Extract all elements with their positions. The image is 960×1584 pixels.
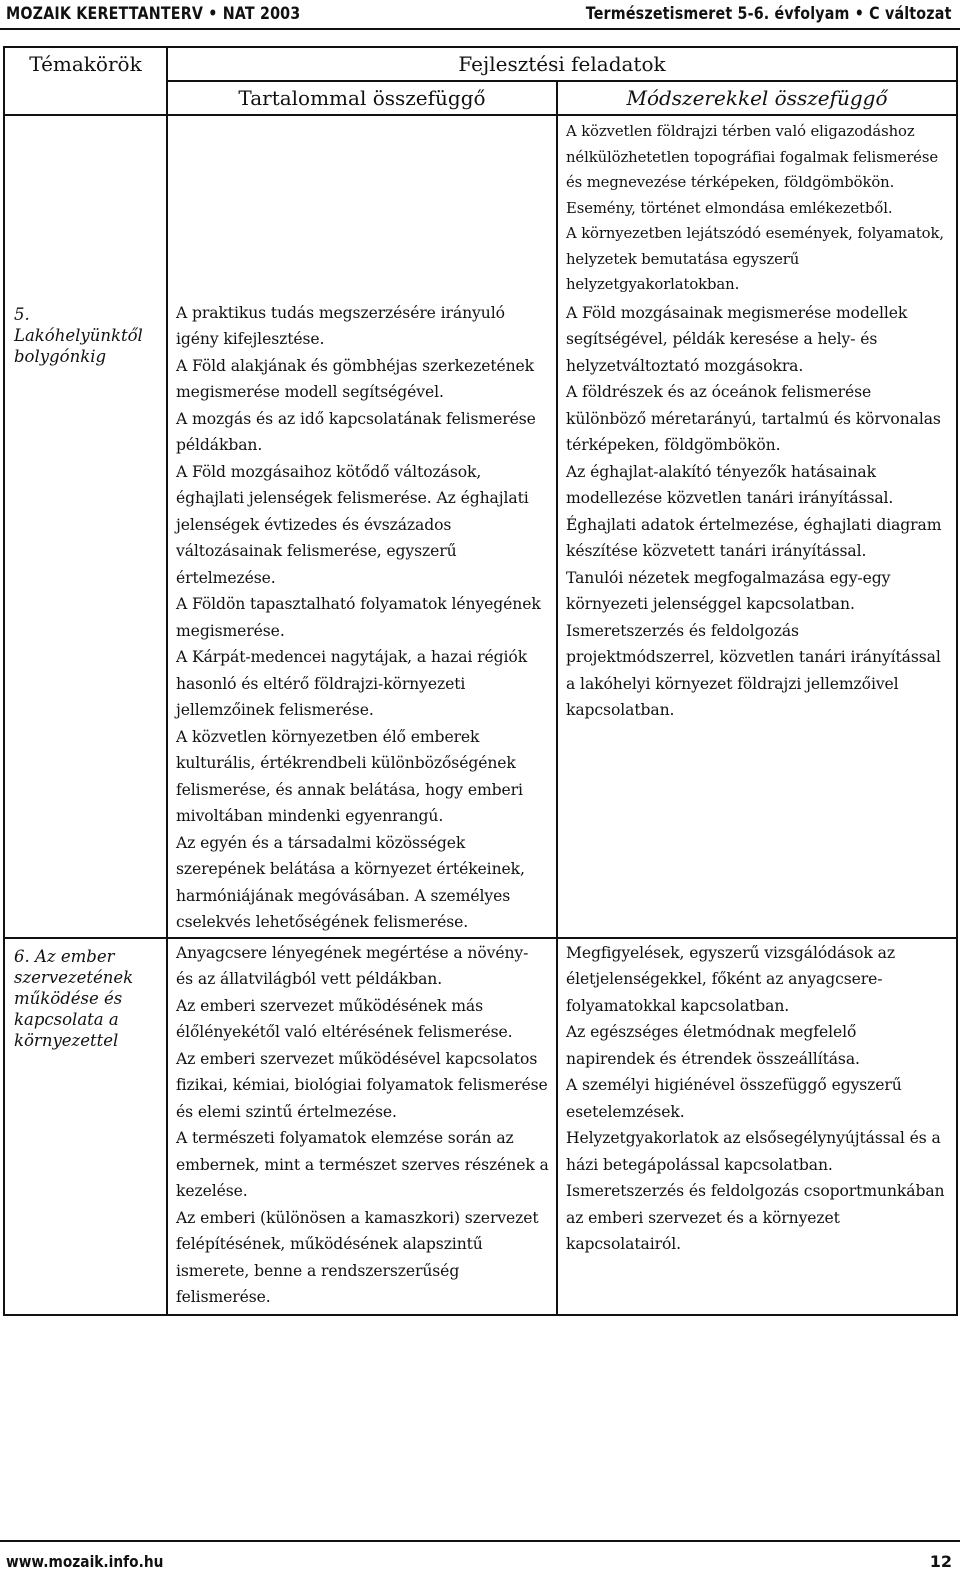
list-item: Az emberi szervezet működésének más élőlényekétől való eltérésének felismerése. [176, 996, 513, 1041]
topic-6-methods [559, 940, 955, 1258]
topic-5-methods-cell [557, 299, 957, 938]
topic-5-methods [559, 300, 955, 724]
header-subject-title: Természetismeret 5-6. évfolyam • C változat [586, 4, 952, 24]
header-topics: Témakörök [4, 47, 167, 115]
cont-content-cell [167, 115, 557, 299]
list-item: A Föld mozgásainak megismerése modellek segítségével, példák keresése a hely- és helyzetváltoztató mozgásokra. [566, 303, 908, 375]
page-number: 12 [929, 1552, 952, 1571]
list-item: Az egyén és a társadalmi közösségek szerepének belátása a környezet értékeinek, harmóniájának megóvásában. A személyes cselekvés lehetőségének felismerése. [176, 833, 525, 931]
list-item: A személyi higiénével összefüggő egyszerű esetelemzések. [566, 1076, 902, 1121]
header-series-title: MOZAIK KERETTANTERV • NAT 2003 [6, 4, 301, 24]
list-item: Tanulói nézetek megfogalmazása egy-egy környezeti jelenséggel kapcsolatban. [566, 568, 891, 613]
list-item: A földrészek és az óceánok felismerése különböző méretarányú, tartalmú és körvonalas térképeken, földgömbökön. [566, 383, 941, 454]
curriculum-table [3, 46, 958, 1316]
table-row-topic-6 [4, 938, 957, 1315]
list-item: Az egészséges életmódnak megfelelő napirendek és étrendek összeállítása. [566, 1023, 860, 1068]
cont-methods-text [559, 117, 955, 298]
topic-6-cell [4, 938, 167, 1315]
list-item: Az emberi szervezet működésével kapcsolatos fizikai, kémiai, biológiai folyamatok felismerése és elemi szintű értelmezése. [176, 1049, 548, 1121]
cont-methods-cell [557, 115, 957, 299]
topic-6-content-cell [167, 938, 557, 1315]
list-item: Az éghajlat-alakító tényezők hatásainak modellezése közvetlen tanári irányítással. [566, 462, 894, 507]
list-item: Megfigyelések, egyszerű vizsgálódások az életjelenségekkel, főként az anyagcsere-folyamatokkal kapcsolatban. [566, 943, 895, 1015]
list-item: Az emberi (különösen a kamaszkori) szervezet felépítésének, működésének alapszintű ismerete, benne a rendszerszerűség felismerése. [176, 1208, 539, 1306]
list-item: Ismeretszerzés és feldolgozás projektmódszerrel, közvetlen tanári irányítással a lakóhelyi környezet földrajzi jellemzőivel kapcsolatban. [566, 621, 941, 719]
list-item: A környezetben lejátszódó események, folyamatok, helyzetek bemutatása egyszerű helyzetgyakorlatokban. [566, 225, 944, 293]
header-methods: Módszerekkel összefüggő [557, 81, 957, 115]
list-item: Esemény, történet elmondása emlékezetből. [566, 199, 893, 217]
table-head-row-1 [4, 47, 957, 81]
list-item: A Kárpát-medencei nagytájak, a hazai régiók hasonló és eltérő földrajzi-környezeti jellemzőinek felismerése. [176, 648, 528, 719]
header-content: Tartalommal összefüggő [167, 81, 557, 115]
list-item: Éghajlati adatok értelmezése, éghajlati diagram készítése közvetett tanári irányítással. [566, 515, 942, 560]
page-footer [0, 1540, 960, 1584]
table-row-topic-5 [4, 299, 957, 938]
list-item: A Föld alakjának és gömbhéjas szerkezetének megismerése modell segítségével. [176, 356, 535, 401]
list-item: A mozgás és az idő kapcsolatának felismerése példákban. [176, 409, 536, 454]
cont-topic-cell [4, 115, 167, 299]
list-item: A közvetlen környezetben élő emberek kulturális, értékrendbeli különbözőségének felismerése, és annak belátása, hogy emberi mivoltában mindenki egyenrangú. [176, 727, 523, 825]
table-row-continuation [4, 115, 957, 299]
topic-5-content-cell [167, 299, 557, 938]
topic-5-content [169, 300, 555, 936]
list-item: Ismeretszerzés és feldolgozás csoportmunkában az emberi szervezet és a környezet kapcsolatairól. [566, 1182, 945, 1253]
list-item: A közvetlen földrajzi térben való eligazodáshoz nélkülözhetetlen topográfiai fogalmak felismerése és megnevezése térképeken, földgömbökön. [566, 123, 938, 191]
topic-5-cell [4, 299, 167, 938]
list-item: A természeti folyamatok elemzése során az embernek, mint a természet szerves részének a kezelése. [176, 1129, 549, 1200]
list-item: Helyzetgyakorlatok az elsősegélynyújtással és a házi betegápolással kapcsolatban. [566, 1129, 941, 1174]
list-item: A Föld mozgásaihoz kötődő változások, éghajlati jelenségek felismerése. Az éghajlati jelenségek évtizedes és évszázados változásainak felismerése, egyszerű értelmezése. [176, 462, 529, 587]
topic-6-title: 6. Az ember szervezetének működése és kapcsolata a környezettel [14, 946, 134, 1050]
list-item: A Földön tapasztalható folyamatok lényegének megismerése. [176, 595, 541, 640]
header-rule [0, 28, 960, 30]
footer-website-link[interactable]: www.mozaik.info.hu [6, 1552, 164, 1571]
header-tasks: Fejlesztési feladatok [167, 47, 957, 81]
footer-rule [0, 1540, 960, 1542]
list-item: Anyagcsere lényegének megértése a növény- és az állatvilágból vett példákban. [176, 943, 529, 988]
topic-5-title: 5. Lakóhelyünktől bolygónkig [14, 304, 143, 366]
list-item: A praktikus tudás megszerzésére irányuló igény kifejlesztése. [176, 303, 505, 348]
topic-6-methods-cell [557, 938, 957, 1315]
page-header [0, 0, 960, 30]
topic-6-content [169, 940, 555, 1313]
